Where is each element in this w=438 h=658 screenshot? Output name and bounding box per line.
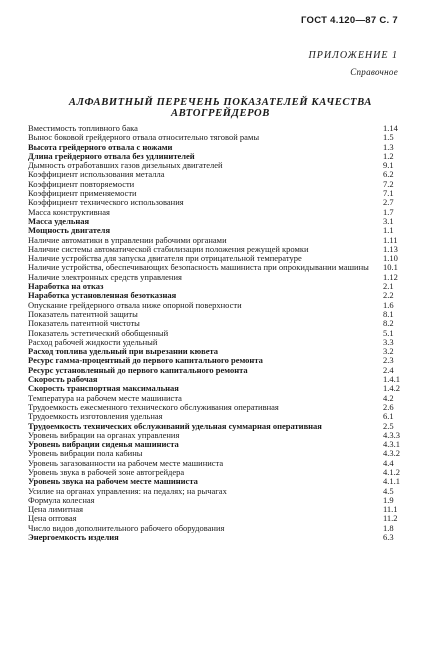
- item-text: Коэффициент использования металла: [28, 169, 165, 180]
- item-section-number: 1.6: [383, 299, 394, 310]
- item-section-number: 11.1: [383, 504, 398, 515]
- item-text: Наработка на отказ: [28, 281, 104, 292]
- item-section-number: 1.12: [383, 271, 398, 282]
- item-text: Уровень вибрации на органах управления: [28, 429, 180, 440]
- item-section-number: 1.14: [383, 123, 398, 133]
- item-section-number: 2.6: [383, 401, 394, 412]
- item-section-number: 2.7: [383, 197, 394, 208]
- item-text: Цена лимитная: [28, 504, 84, 515]
- item-text: Число видов дополнительного рабочего оборудования: [28, 522, 225, 533]
- item-text: Уровень вибрации сиденья машиниста: [28, 439, 179, 450]
- item-section-number: 2.2: [383, 290, 394, 301]
- item-text: Ресурс установленный до первого капитального ремонта: [28, 364, 248, 375]
- item-section-number: 1.5: [383, 132, 394, 143]
- item-text: Масса конструктивная: [28, 206, 110, 217]
- item-text: Уровень звука на рабочем месте машиниста: [28, 476, 198, 487]
- item-section-number: 7.1: [383, 188, 394, 199]
- item-text: Высота грейдерного отвала с ножами: [28, 141, 173, 152]
- item-text: Вместимость топливного бака: [28, 123, 138, 133]
- item-section-number: 2.4: [383, 364, 394, 375]
- item-text: Трудоемкость технических обслуживаний удельная суммарная оперативная: [28, 420, 322, 431]
- item-section-number: 4.1.1: [383, 476, 400, 487]
- item-section-number: 4.2: [383, 392, 394, 403]
- item-text: Усилие на органах управления: на педалях; на рычагах: [28, 485, 227, 496]
- item-section-number: 6.3: [383, 532, 394, 543]
- item-text: Трудоемкость ежесменного технического обслуживания оперативная: [28, 401, 279, 412]
- item-text: Энергоемкость изделия: [28, 532, 119, 543]
- item-section-number: 1.3: [383, 141, 394, 152]
- item-text: Цена оптовая: [28, 513, 77, 524]
- document-title: АЛФАВИТНЫЙ ПЕРЕЧЕНЬ ПОКАЗАТЕЛЕЙ КАЧЕСТВА АВТОГРЕЙДЕРОВ: [68, 97, 373, 119]
- item-text: Уровень загазованности на рабочем месте машиниста: [28, 457, 224, 468]
- item-section-number: 8.1: [383, 308, 394, 319]
- appendix-subtitle: Справочное: [350, 67, 398, 77]
- item-text: Наличие устройства для запуска двигателя при отрицательной температуре: [28, 253, 302, 264]
- item-section-number: 4.5: [383, 485, 394, 496]
- item-text: Наличие системы автоматической стабилизации положения режущей кромки: [28, 243, 309, 254]
- item-section-number: 11.2: [383, 513, 398, 524]
- item-section-number: 1.2: [383, 150, 394, 161]
- list-item: [28, 533, 413, 542]
- item-text: Трудоемкость изготовления удельная: [28, 411, 163, 422]
- item-text: Коэффициент повторяемости: [28, 178, 135, 189]
- item-section-number: 1.1: [383, 225, 394, 236]
- item-text: Вынос боковой грейдерного отвала относительно тяговой рамы: [28, 132, 260, 143]
- item-section-number: 3.1: [383, 215, 394, 226]
- item-section-number: 6.2: [383, 169, 394, 180]
- item-text: Масса удельная: [28, 215, 90, 226]
- appendix-block: [309, 50, 399, 77]
- item-text: Ресурс гамма-процентный до первого капитального ремонта: [28, 355, 263, 366]
- item-section-number: 6.1: [383, 411, 394, 422]
- item-text: Показатель патентной защиты: [28, 308, 138, 319]
- item-section-number: 4.4: [383, 457, 394, 468]
- list-item: [28, 496, 413, 505]
- item-section-number: 4.3.2: [383, 448, 400, 459]
- item-text: Уровень вибрации пола кабины: [28, 448, 143, 459]
- item-text: Наработка установленная безотказная: [28, 290, 177, 301]
- item-text: Расход рабочей жидкости удельный: [28, 336, 158, 347]
- item-text: Расход топлива удельный при вырезании кювета: [28, 346, 219, 357]
- item-section-number: 1.7: [383, 206, 394, 217]
- page-header: ГОСТ 4.120—87 С. 7: [300, 15, 398, 26]
- item-text: Показатель эстетический обобщенный: [28, 327, 169, 338]
- item-section-number: 4.3.3: [383, 429, 400, 440]
- item-section-number: 4.3.1: [383, 439, 400, 450]
- item-section-number: 3.3: [383, 336, 394, 347]
- item-text: Показатель патентной чистоты: [28, 318, 140, 329]
- item-text: Температура на рабочем месте машиниста: [28, 392, 182, 403]
- list-item: [28, 505, 413, 514]
- appendix-title: ПРИЛОЖЕНИЕ 1: [308, 50, 398, 61]
- item-text: Коэффициент технического использования: [28, 197, 184, 208]
- item-section-number: 1.4.1: [383, 374, 400, 385]
- item-section-number: 2.5: [383, 420, 394, 431]
- item-section-number: 8.2: [383, 318, 394, 329]
- item-section-number: 1.9: [383, 494, 394, 505]
- item-text: Скорость транспортная максимальная: [28, 383, 179, 394]
- item-text: Мощность двигателя: [28, 225, 111, 236]
- item-text: Наличие электронных средств управления: [28, 271, 182, 282]
- item-text: Уровень звука в рабочей зоне автогрейдера: [28, 466, 185, 477]
- item-text: Дымность отработавших газов дизельных двигателей: [28, 160, 223, 171]
- item-section-number: 2.3: [383, 355, 394, 366]
- item-section-number: 1.8: [383, 522, 394, 533]
- item-text: Коэффициент применяемости: [28, 188, 137, 199]
- item-section-number: 2.1: [383, 281, 394, 292]
- item-text: Наличие устройства, обеспечивающих безопасность машиниста при опрокидывании машины: [28, 262, 369, 273]
- item-section-number: 4.1.2: [383, 466, 400, 477]
- item-section-number: 7.2: [383, 178, 394, 189]
- item-section-number: 3.2: [383, 346, 394, 357]
- item-text: Опускание грейдерного отвала ниже опорной поверхности: [28, 299, 242, 310]
- item-section-number: 1.13: [383, 243, 398, 254]
- item-text: Наличие автоматики в управлении рабочими органами: [28, 234, 227, 245]
- item-section-number: 5.1: [383, 327, 394, 338]
- item-section-number: 9.1: [383, 160, 394, 171]
- index-list: [28, 124, 413, 542]
- item-section-number: 1.11: [383, 234, 398, 245]
- item-text: Формула колесная: [28, 494, 95, 505]
- item-section-number: 1.10: [383, 253, 398, 264]
- item-section-number: 1.4.2: [383, 383, 400, 394]
- item-section-number: 10.1: [383, 262, 398, 273]
- item-text: Скорость рабочая: [28, 374, 98, 385]
- item-text: Длина грейдерного отвала без удлинителей: [28, 150, 195, 161]
